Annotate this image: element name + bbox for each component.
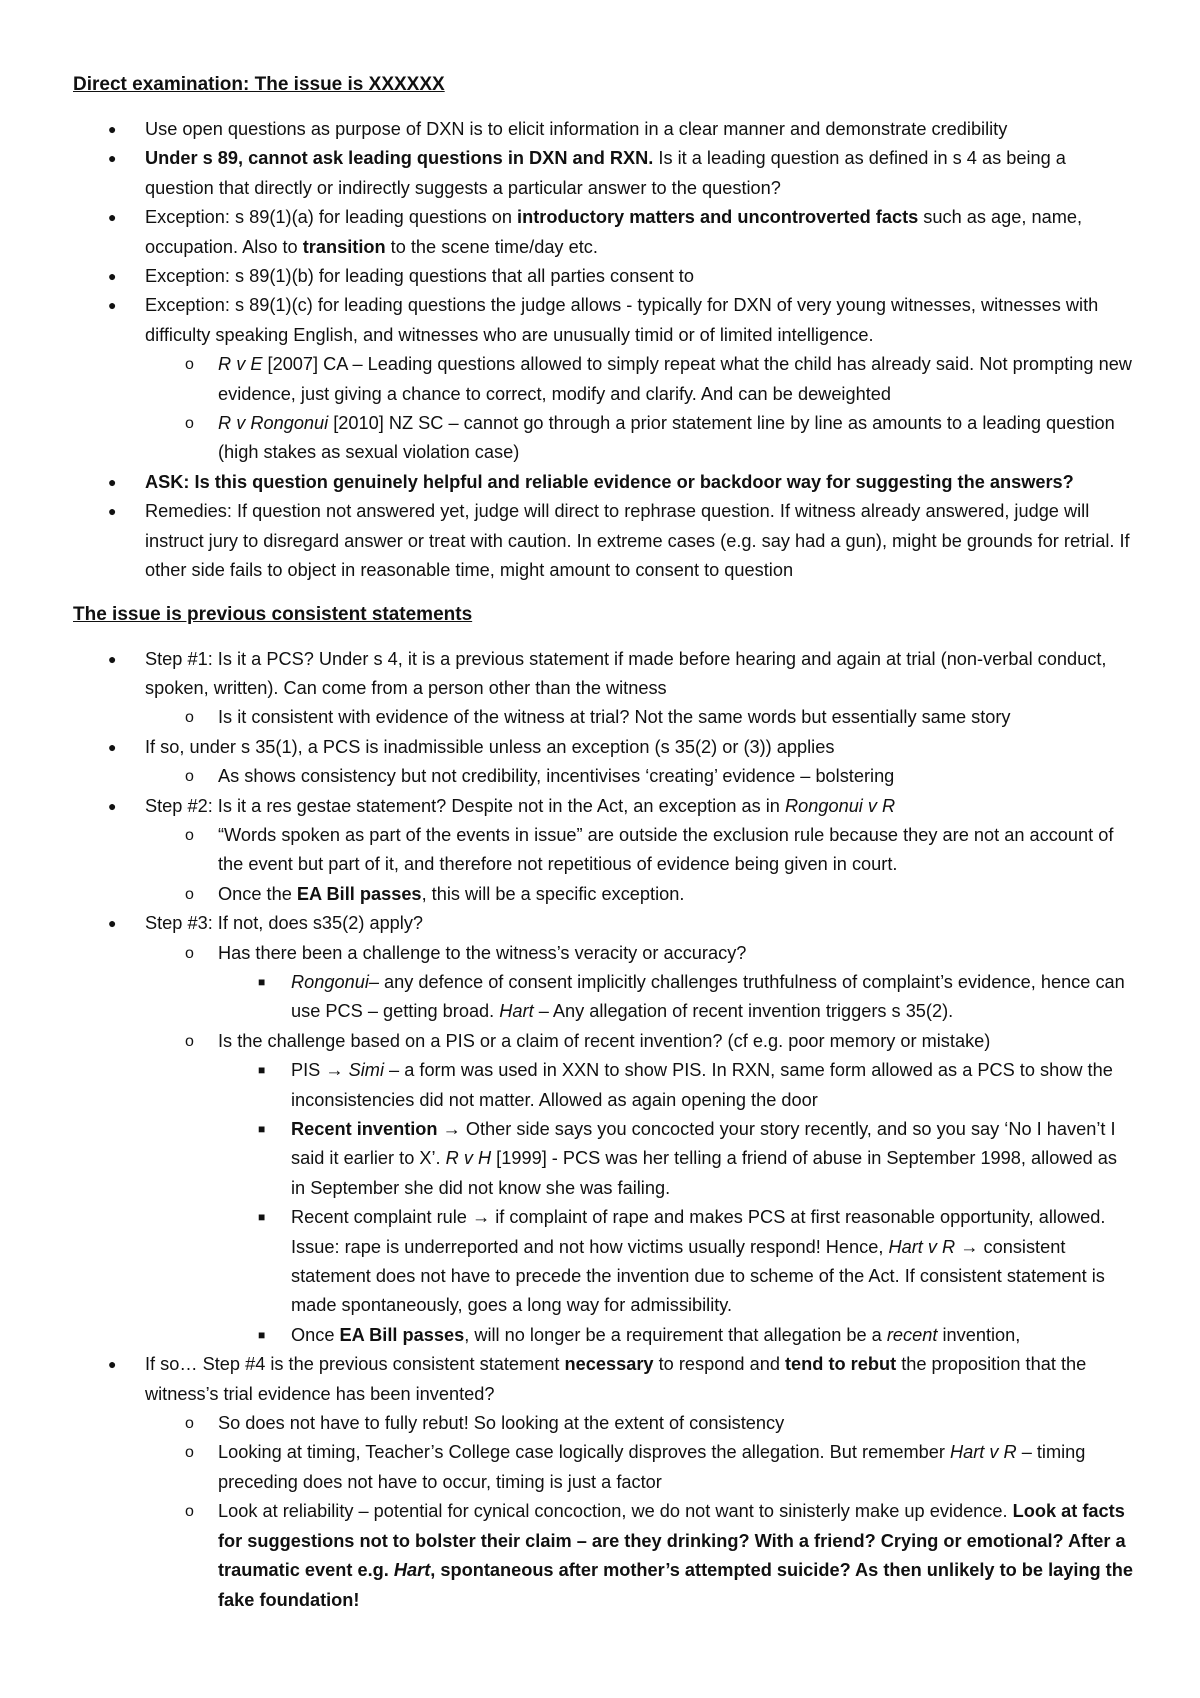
list-item: ● Exception: s 89(1)(b) for leading questions that all parties consent to: [73, 262, 1133, 291]
list-item: ● Exception: s 89(1)(c) for leading questions the judge allows - typically for DXN of very young witnesses, witnesses with difficulty speaking English, and witnesses who are unusually timid or of limited intelligence.: [73, 291, 1133, 350]
list-item: o Looking at timing, Teacher’s College case logically disproves the allegation. But remember Hart v R – timing preceding does not have to occur, timing is just a factor: [73, 1438, 1133, 1497]
list-item: o Look at reliability – potential for cynical concoction, we do not want to sinisterly make up evidence. Look at facts for suggestions not to bolster their claim – are they drinking? With a friend? Crying or emotional? After a traumatic event e.g. Hart, spontaneous after mother’s attempted suicide? As then unlikely to be laying the fake foundation!: [73, 1497, 1133, 1615]
circle-bullet-icon: o: [185, 826, 194, 844]
section-heading-previous-consistent-statements: The issue is previous consistent statements: [73, 603, 473, 625]
bullet-icon: ●: [108, 650, 117, 667]
document-page: [73, 70, 1133, 1615]
list-item: ● Use open questions as purpose of DXN is to elicit information in a clear manner and demonstrate credibility: [73, 115, 1133, 144]
list-item: ■ Recent complaint rule → if complaint of rape and makes PCS at first reasonable opportunity, allowed. Issue: rape is underreported and not how victims usually respond! Hence, Hart v R → consistent statement does not have to precede the invention due to scheme of the Act. If consistent statement is made spontaneously, goes a long way for admissibility.: [73, 1203, 1133, 1321]
previous-consistent-statements-list: [73, 645, 1133, 1615]
direct-examination-list: [73, 115, 1133, 586]
list-item: o R v E [2007] CA – Leading questions allowed to simply repeat what the child has already said. Not prompting new evidence, just giving a chance to correct, modify and clarify. And can be deweighted: [73, 350, 1133, 409]
list-item: ● Remedies: If question not answered yet, judge will direct to rephrase question. If witness already answered, judge will instruct jury to disregard answer or treat with caution. In extreme cases (e.g. say had a gun), might be grounds for retrial. If other side fails to object in reasonable time, might amount to consent to question: [73, 497, 1133, 585]
square-bullet-icon: ■: [258, 1122, 266, 1136]
circle-bullet-icon: o: [185, 709, 194, 727]
square-bullet-icon: ■: [258, 1063, 266, 1078]
list-item: o R v Rongonui [2010] NZ SC – cannot go through a prior statement line by line as amounts to a leading question (high stakes as sexual violation case): [73, 409, 1133, 468]
list-item: o As shows consistency but not credibility, incentivises ‘creating’ evidence – bolstering: [73, 762, 1133, 791]
circle-bullet-icon: o: [185, 1415, 194, 1433]
list-item: ■ Recent invention → Other side says you concocted your story recently, and so you say ‘No I haven’t I said it earlier to X’. R v H [1999] - PCS was her telling a friend of abuse in September 1998, allowed as in September she did not know she was failing.: [73, 1115, 1133, 1203]
list-item: ■ Rongonui– any defence of consent implicitly challenges truthfulness of complaint’s evidence, hence can use PCS – getting broad. Hart – Any allegation of recent invention triggers s 35(2).: [73, 968, 1133, 1027]
list-item: ■ PIS → Simi – a form was used in XXN to show PIS. In RXN, same form allowed as a PCS to show the inconsistencies did not matter. Allowed as again opening the door: [73, 1056, 1133, 1115]
section-heading-direct-examination: Direct examination: The issue is XXXXXX: [73, 74, 445, 95]
right-arrow-icon: →: [960, 1236, 979, 1257]
list-item: ● Step #1: Is it a PCS? Under s 4, it is a previous statement if made before hearing and again at trial (non-verbal conduct, spoken, written). Can come from a person other than the witness: [73, 645, 1133, 704]
list-item: ● Step #3: If not, does s35(2) apply?: [73, 909, 1133, 938]
right-arrow-icon: →: [471, 1207, 491, 1228]
list-item: o “Words spoken as part of the events in issue” are outside the exclusion rule because they are not an account of the event but part of it, and therefore not repetitious of evidence being given in court.: [73, 821, 1133, 880]
square-bullet-icon: ■: [258, 1210, 266, 1225]
circle-bullet-icon: o: [185, 356, 194, 374]
list-item: o Has there been a challenge to the witness’s veracity or accuracy?: [73, 939, 1133, 968]
list-item: ■ Once EA Bill passes, will no longer be a requirement that allegation be a recent invention,: [73, 1321, 1133, 1350]
list-item: o Once the EA Bill passes, this will be a specific exception.: [73, 880, 1133, 909]
list-item: ● ASK: Is this question genuinely helpful and reliable evidence or backdoor way for suggesting the answers?: [73, 468, 1133, 497]
list-item: o Is the challenge based on a PIS or a claim of recent invention? (cf e.g. poor memory or mistake): [73, 1027, 1133, 1056]
bullet-icon: ●: [108, 268, 117, 285]
bullet-icon: ●: [108, 915, 117, 932]
square-bullet-icon: ■: [258, 974, 266, 989]
bullet-icon: ●: [108, 150, 117, 167]
circle-bullet-icon: o: [185, 944, 194, 962]
bullet-icon: ●: [108, 209, 117, 226]
list-item: o So does not have to fully rebut! So looking at the extent of consistency: [73, 1409, 1133, 1438]
bullet-icon: ●: [108, 503, 117, 520]
right-arrow-icon: →: [325, 1060, 344, 1081]
circle-bullet-icon: o: [185, 1032, 194, 1050]
circle-bullet-icon: o: [185, 885, 194, 903]
circle-bullet-icon: o: [185, 415, 194, 433]
circle-bullet-icon: o: [185, 1503, 194, 1521]
circle-bullet-icon: o: [185, 1444, 194, 1462]
bullet-icon: ●: [108, 1356, 117, 1373]
bullet-icon: ●: [108, 797, 117, 814]
bullet-icon: ●: [108, 297, 117, 314]
list-item: ● Step #2: Is it a res gestae statement? Despite not in the Act, an exception as in Rongonui v R: [73, 792, 1133, 821]
list-item: ● Exception: s 89(1)(a) for leading questions on introductory matters and uncontroverted facts such as age, name, occupation. Also to transition to the scene time/day etc.: [73, 203, 1133, 262]
bullet-icon: ●: [108, 473, 117, 490]
circle-bullet-icon: o: [185, 768, 194, 786]
bullet-icon: ●: [108, 738, 117, 755]
square-bullet-icon: ■: [258, 1327, 266, 1342]
list-item: o Is it consistent with evidence of the witness at trial? Not the same words but essentially same story: [73, 703, 1133, 732]
right-arrow-icon: →: [442, 1119, 461, 1139]
list-item: ● If so… Step #4 is the previous consistent statement necessary to respond and tend to rebut the proposition that the witness’s trial evidence has been invented?: [73, 1350, 1133, 1409]
bullet-icon: ●: [108, 121, 117, 137]
list-item: ● Under s 89, cannot ask leading questions in DXN and RXN. Is it a leading question as defined in s 4 as being a question that directly or indirectly suggests a particular answer to the question?: [73, 144, 1133, 203]
list-item: ● If so, under s 35(1), a PCS is inadmissible unless an exception (s 35(2) or (3)) applies: [73, 733, 1133, 762]
